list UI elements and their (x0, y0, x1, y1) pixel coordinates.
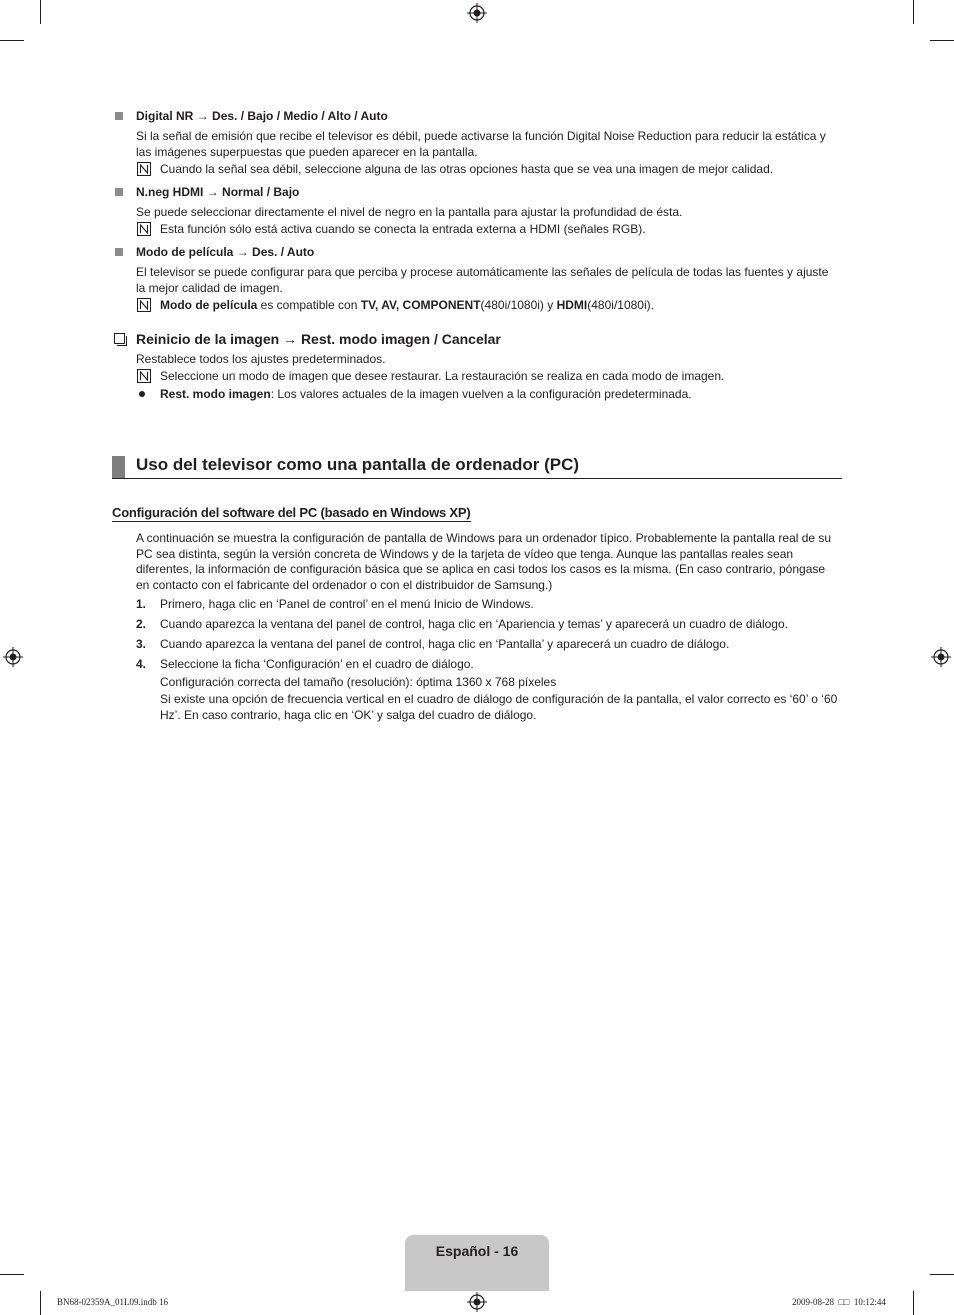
reset-description: Restablece todos los ajustes predeterminados. (136, 352, 386, 366)
reset-title: Reinicio de la imagen → Rest. modo imagen / Cancelar (136, 331, 501, 347)
intro-paragraph: A continuación se muestra la configuración de pantalla de Windows para un ordenador típico. Probablemente la pantalla real de su PC sea distinta, según la versión concreta de Windows y de la tarjeta de vídeo que tenga. Aunque las pantallas reales sean diferentes, la información de configuración básica que se aplica en casi todos los casos es la misma. (En caso contrario, póngase en contacto con el fabricante del ordenador o con el distribuidor de Samsung.) (136, 531, 832, 592)
crop-mark (40, 1291, 41, 1315)
step-detail: Configuración correcta del tamaño (resolución): óptima 1360 x 768 píxeles (160, 675, 557, 689)
option-description: Si la señal de emisión que recibe el televisor es débil, puede activarse la función Digital Noise Reduction para reducir la estática y las imágenes superpuestas que pueden aparecer en la pantalla. (136, 129, 826, 159)
round-bullet-icon (139, 391, 145, 397)
crop-mark (913, 0, 914, 24)
crop-mark (930, 1274, 954, 1275)
section-marker (112, 456, 125, 478)
section-divider (112, 478, 842, 479)
option-title-digital-nr: Digital NR → Des. / Bajo / Medio / Alto / Auto (136, 109, 388, 123)
registration-mark-icon (931, 647, 951, 667)
print-file-info: BN68-02359A_01L09.indb 16 (57, 1297, 168, 1307)
checkbox-bullet-icon (114, 333, 125, 344)
registration-mark-icon (467, 1292, 487, 1312)
option-title-modo-pelicula: Modo de película → Des. / Auto (136, 245, 315, 259)
step-number: 4. (136, 657, 147, 671)
reset-bullet: Rest. modo imagen: Los valores actuales de la imagen vuelven a la configuración predeterminada. (160, 387, 692, 401)
crop-mark (0, 40, 24, 41)
step-text: Primero, haga clic en ‘Panel de control’ en el menú Inicio de Windows. (160, 597, 534, 611)
option-description: Se puede seleccionar directamente el nivel de negro en la pantalla para ajustar la profundidad de ésta. (136, 205, 683, 219)
step-text: Seleccione la ficha ‘Configuración’ en el cuadro de diálogo. (160, 657, 474, 671)
page-number: Español - 16 (435, 1243, 519, 1259)
square-bullet-icon (115, 112, 123, 120)
section-title: Uso del televisor como una pantalla de ordenador (PC) (136, 455, 580, 474)
note-icon (137, 298, 151, 312)
step-detail: Si existe una opción de frecuencia vertical en el cuadro de diálogo de configuración de la pantalla, el valor correcto es ‘60’ o ‘60 Hz’. En caso contrario, haga clic en ‘OK’ y salga del cuadro de diálogo. (160, 692, 838, 722)
step-text: Cuando aparezca la ventana del panel de control, haga clic en ‘Apariencia y temas’ y aparecerá un cuadro de diálogo. (160, 617, 788, 631)
note-text: Seleccione un modo de imagen que desee restaurar. La restauración se realiza en cada modo de imagen. (160, 369, 725, 383)
registration-mark-icon (467, 3, 487, 23)
crop-mark (913, 1291, 914, 1315)
subsection-heading: Configuración del software del PC (basado en Windows XP) (112, 505, 471, 520)
crop-mark (0, 1274, 24, 1275)
step-number: 3. (136, 637, 147, 651)
step-number: 2. (136, 617, 147, 631)
option-description: El televisor se puede configurar para que perciba y procese automáticamente las señales de película de todas las fuentes y ajuste la mejor calidad de imagen. (136, 265, 829, 295)
note-icon (137, 162, 151, 176)
note-text: Cuando la señal sea débil, seleccione alguna de las otras opciones hasta que se vea una imagen de mejor calidad. (160, 162, 774, 176)
step-text: Cuando aparezca la ventana del panel de control, haga clic en ‘Pantalla’ y aparecerá un cuadro de diálogo. (160, 637, 730, 651)
print-date: 2009-08-28 □□ 10:12:44 (792, 1297, 886, 1307)
step-number: 1. (136, 597, 147, 611)
square-bullet-icon (115, 188, 123, 196)
note-icon (137, 369, 151, 383)
registration-mark-icon (3, 647, 23, 667)
crop-mark (40, 0, 41, 24)
note-text: Esta función sólo está activa cuando se conecta la entrada externa a HDMI (señales RGB). (160, 222, 646, 236)
note-text: Modo de película es compatible con TV, AV, COMPONENT(480i/1080i) y HDMI(480i/1080i). (160, 298, 654, 312)
square-bullet-icon (115, 248, 123, 256)
crop-mark (930, 40, 954, 41)
option-title-nneg-hdmi: N.neg HDMI → Normal / Bajo (136, 185, 300, 199)
note-icon (137, 222, 151, 236)
